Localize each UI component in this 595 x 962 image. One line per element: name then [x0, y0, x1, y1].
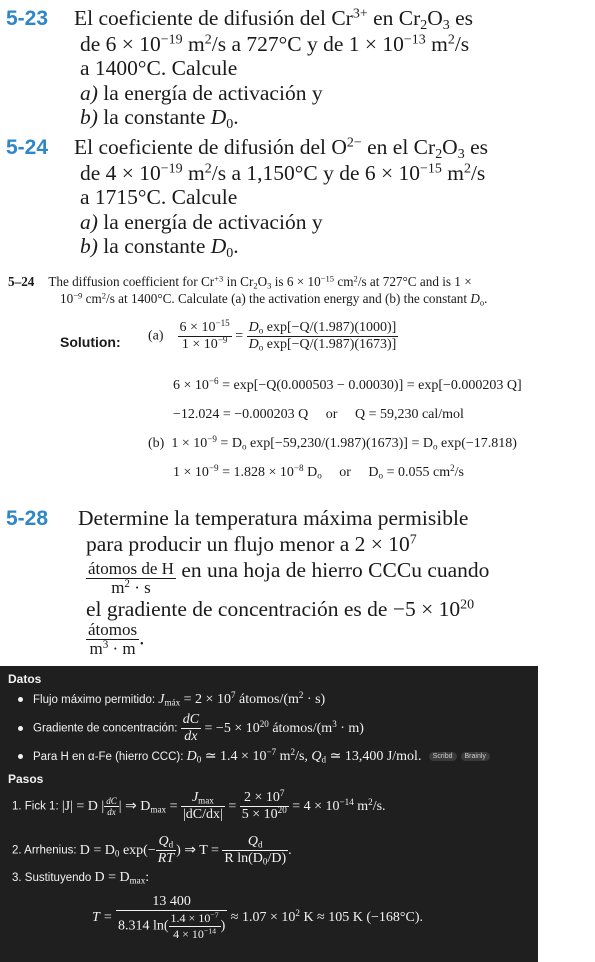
text: dx [107, 807, 116, 817]
text: /s at 727°C and is 1 × [357, 274, 472, 289]
text: +3 [214, 273, 224, 284]
text: −9 [217, 335, 228, 345]
fraction [181, 712, 201, 745]
text: 1 × 10 [171, 436, 208, 451]
text: T = [92, 910, 116, 926]
text: . [233, 105, 239, 129]
fraction [104, 796, 119, 817]
step-1 [12, 790, 386, 823]
text: −9 [207, 434, 217, 444]
fraction [116, 894, 227, 942]
text: m [182, 31, 205, 56]
text: o [432, 441, 438, 452]
text: es [464, 135, 488, 159]
text: O [427, 6, 443, 30]
text: /s, [295, 749, 312, 764]
text: 0 [262, 856, 268, 867]
text: = D [216, 436, 242, 451]
text: 1 × 10 [173, 465, 209, 480]
item-label: b) [80, 105, 98, 129]
part-label: (a) [148, 328, 164, 344]
text: 1.4 × 10 [170, 911, 211, 925]
text: 2 [124, 577, 130, 590]
data-bullet-gradient [18, 712, 364, 745]
equation-b1 [148, 436, 517, 452]
fraction [178, 320, 232, 353]
text: = [224, 798, 240, 814]
text: The diffusion coefficient for Cr [48, 274, 215, 289]
text: d [168, 839, 174, 850]
item-label: a) [80, 209, 98, 234]
section-heading-pasos: Pasos [8, 772, 44, 786]
text: 2 [353, 273, 358, 284]
text: or D [321, 465, 379, 480]
fraction [86, 621, 139, 658]
text: ≃ 13,400 J/mol. [326, 749, 422, 764]
text: 2 [420, 18, 428, 34]
text: /D) [267, 851, 287, 866]
text: D [186, 749, 197, 764]
text: 2 [447, 31, 455, 47]
text: 3+ [352, 6, 368, 22]
text: la constante [103, 234, 211, 258]
text: −8 [293, 463, 304, 473]
text: J [191, 790, 199, 805]
text: m [441, 160, 464, 185]
bullet-icon [18, 726, 23, 731]
text: 2 [435, 147, 443, 163]
text: = 0.055 cm [383, 465, 451, 480]
text: |dC/dx| [182, 807, 223, 822]
step-label: 2. Arrhenius: [12, 844, 80, 857]
bullet-icon [18, 754, 23, 759]
text: cm [334, 274, 354, 289]
text: O [257, 274, 268, 289]
text: ) [220, 918, 226, 934]
text: 0 [226, 246, 234, 262]
text: exp[−Q/(1.987)(1000)] [263, 320, 397, 335]
text: D = D [79, 842, 115, 858]
text: dC [182, 712, 200, 727]
text: átomos de H [88, 558, 174, 578]
text: Gradiente de concentración: [33, 722, 181, 735]
text: m [276, 749, 291, 764]
text: /s a 1,150°C y de 6 × 10 [211, 160, 420, 185]
text: o [258, 342, 264, 353]
text: la energía de activación y [103, 209, 323, 234]
text: es [449, 6, 474, 30]
text: el gradiente de concentración es de −5 × 10 [86, 596, 461, 621]
text: /s [454, 465, 464, 480]
text: exp(−17.818) [437, 436, 517, 451]
text: 5 × 10 [241, 807, 278, 822]
text: 2 [368, 796, 373, 807]
source-badge-scribd[interactable]: Scribd [429, 752, 457, 761]
text: átomos/(m [235, 692, 299, 707]
text: 7 [230, 690, 236, 700]
text: 6 × 10 [173, 378, 209, 393]
text: 1 × 10 [181, 337, 218, 352]
text: 2 [463, 160, 471, 176]
text: 2 [253, 280, 258, 291]
text: o [241, 441, 247, 452]
text: 8.314 ln( [117, 918, 169, 934]
text: Q [247, 834, 259, 849]
text: átomos [88, 620, 138, 640]
text: en Cr [367, 6, 421, 30]
text: −6 [208, 376, 219, 386]
text: Q [311, 749, 322, 764]
text: −9 [208, 463, 219, 473]
text: d [321, 754, 327, 765]
text: K ≈ 105 K (−168°C). [299, 910, 423, 926]
text: = exp[−Q(0.000503 − 0.00030)] = exp[−0.000203 Q] [218, 378, 522, 393]
text: 0 [196, 754, 202, 765]
text: . [139, 625, 145, 650]
text: −19 [160, 31, 183, 47]
text: dx [184, 729, 198, 744]
text: 2 [295, 908, 300, 919]
text: o [378, 470, 384, 481]
text: 20 [460, 596, 475, 612]
text: 2 [101, 290, 107, 301]
text: 10 [60, 291, 74, 306]
text: en una hoja de hierro CCCu cuando [175, 558, 490, 582]
text: o [258, 325, 264, 336]
text: a 1400°C. Calcule [80, 56, 238, 80]
text: ) ⇒ T = [176, 842, 223, 858]
text: −19 [160, 160, 183, 176]
text: /s a 727°C y de 1 × 10 [211, 31, 404, 56]
text: R ln(D [224, 851, 263, 866]
problem-number: 5-24 [6, 136, 49, 159]
text: 13 400 [116, 894, 227, 911]
item-label: b) [80, 234, 98, 258]
text: /s [470, 160, 486, 185]
text: m [89, 639, 103, 659]
source-badge-brainly[interactable]: Brainly [461, 752, 490, 761]
text: 4 × 10 [173, 927, 204, 941]
answer-panel [0, 666, 538, 962]
text: /s. [372, 798, 386, 814]
text: /s at 1400°C. Calculate (a) the activation energy and (b) the constant [106, 291, 471, 306]
text: D [470, 291, 480, 306]
text: El coeficiente de difusión del O [74, 135, 347, 159]
fraction [240, 790, 289, 823]
text: −9 [73, 290, 83, 301]
text: . [484, 291, 488, 306]
text: −7 [266, 747, 277, 757]
text: · m) [336, 720, 364, 736]
text: d [258, 839, 263, 850]
fraction [156, 834, 176, 867]
text: J [158, 692, 165, 707]
text: 20 [259, 718, 269, 729]
text: max [198, 795, 214, 806]
text: exp(− [119, 842, 156, 858]
text: 2− [346, 135, 362, 151]
fraction [169, 911, 221, 942]
text: 2 [204, 160, 212, 176]
text: O [442, 135, 458, 159]
text: D [210, 234, 227, 258]
text: ≃ 1.4 × 10 [201, 749, 267, 764]
step-label: 1. Fick 1: [12, 800, 62, 813]
text: 7 [409, 531, 417, 547]
text: átomos/(m [268, 720, 333, 736]
text: = 1.828 × 10 [218, 465, 294, 480]
text: Q [158, 834, 169, 849]
text: Para H en α-Fe (hierro CCC): [33, 751, 187, 763]
text: de 6 × 10 [80, 31, 161, 56]
text: la constante [103, 105, 211, 129]
text: −15 [320, 273, 335, 284]
text: m [111, 577, 125, 597]
text: = −5 × 10 [201, 720, 260, 736]
final-result [92, 894, 423, 942]
text: 3 [457, 147, 465, 163]
text: m [182, 160, 205, 185]
text: −15 [215, 318, 230, 328]
text: −14 [203, 926, 217, 936]
fraction [86, 560, 176, 597]
text: 3 [267, 280, 272, 291]
data-bullet-flux [18, 692, 325, 708]
text: max [150, 804, 167, 815]
equation-b2 [173, 465, 464, 481]
text: . [288, 842, 292, 858]
text: | ⇒ D [118, 798, 151, 814]
text: 0 [114, 848, 120, 859]
text: |J| = D | [61, 798, 105, 814]
text: El coeficiente de difusión del Cr [74, 6, 353, 30]
text: 3 [102, 639, 109, 651]
text: −15 [420, 160, 442, 176]
text: · m [108, 639, 136, 659]
text: 2 × 10 [244, 790, 280, 805]
text: m [425, 31, 448, 56]
text: 2 [290, 747, 296, 757]
problem-number: 5-23 [6, 7, 49, 30]
equation-a2 [173, 378, 522, 394]
data-bullet-h-in-fe [18, 748, 490, 765]
text: cm [82, 291, 102, 306]
text: D [303, 465, 318, 480]
text: D [248, 320, 259, 335]
step-3 [12, 870, 149, 886]
solution-label: Solution: [60, 334, 121, 350]
text: para producir un flujo menor a 2 × 10 [86, 531, 410, 556]
text: = 4 × 10 [288, 798, 340, 814]
text: = [166, 798, 181, 814]
problem-5-28 [6, 506, 489, 658]
problem-number: 5-28 [6, 507, 49, 530]
text: is 6 × 10 [271, 274, 321, 289]
bullet-icon [18, 697, 23, 702]
text: = 2 × 10 [180, 692, 231, 707]
problem-number: 5–24 [8, 274, 35, 289]
text: 0 [226, 117, 234, 133]
text: 20 [277, 805, 287, 815]
text: in Cr [223, 274, 254, 289]
text: exp[−59,230/(1.987)(1673)] = D [246, 436, 433, 451]
text: D [210, 105, 227, 129]
fraction [181, 790, 225, 823]
text: la energía de activación y [103, 80, 323, 105]
equation-a3: −12.024 = −0.000203 Q or Q = 59,230 cal/mol [173, 407, 464, 422]
text: D [248, 337, 259, 352]
text: 2 [450, 463, 455, 473]
text: máx [164, 697, 181, 708]
text: Flujo máximo permitido: [33, 694, 159, 706]
fraction [247, 320, 399, 353]
section-heading-datos: Datos [8, 672, 42, 686]
text: −7 [210, 910, 219, 920]
text: a 1715°C. Calcule [80, 185, 238, 209]
text: o [317, 470, 322, 481]
solution-statement [8, 273, 592, 307]
text: max [129, 875, 146, 886]
text: 2 [204, 31, 212, 47]
text: 7 [279, 788, 285, 798]
text: /s [454, 31, 470, 56]
text: . [233, 234, 239, 258]
text: 6 × 10 [179, 320, 216, 335]
part-label: (b) [148, 436, 165, 451]
item-label: a) [80, 80, 98, 105]
text: −13 [403, 31, 426, 47]
text: de 4 × 10 [80, 160, 161, 185]
step-label: 3. Sustituyendo [12, 872, 95, 884]
text: en el Cr [361, 135, 436, 159]
text: RT [157, 851, 175, 866]
equation-a1: (a) $\frac{6 \times 10^{-15}}{1 \times 10^{-9}}$ = $\frac{D_o \exp[-Q/(1.987)(1000)]}{D_o \exp[-Q/(1.987)(1673)]}$ [148, 318, 397, 353]
text: · s) [303, 692, 326, 707]
text: Determine la temperatura máxima permisible [78, 506, 469, 530]
text: 3 [332, 718, 337, 729]
text: o [479, 297, 485, 308]
fraction [222, 834, 288, 867]
step-2 [12, 834, 292, 867]
text: dC [106, 796, 117, 806]
text: ≈ 1.07 × 10 [227, 910, 296, 926]
problem-5-23 [6, 6, 474, 133]
text: 2 [298, 690, 304, 700]
text: exp[−Q/(1.987)(1673)] [263, 337, 397, 352]
text: 3 [442, 18, 450, 34]
text: · s [129, 577, 151, 597]
text: D = D [94, 870, 130, 885]
problem-5-24 [6, 135, 488, 262]
text: m [353, 798, 369, 814]
text: −14 [339, 796, 354, 807]
text: : [145, 870, 150, 885]
